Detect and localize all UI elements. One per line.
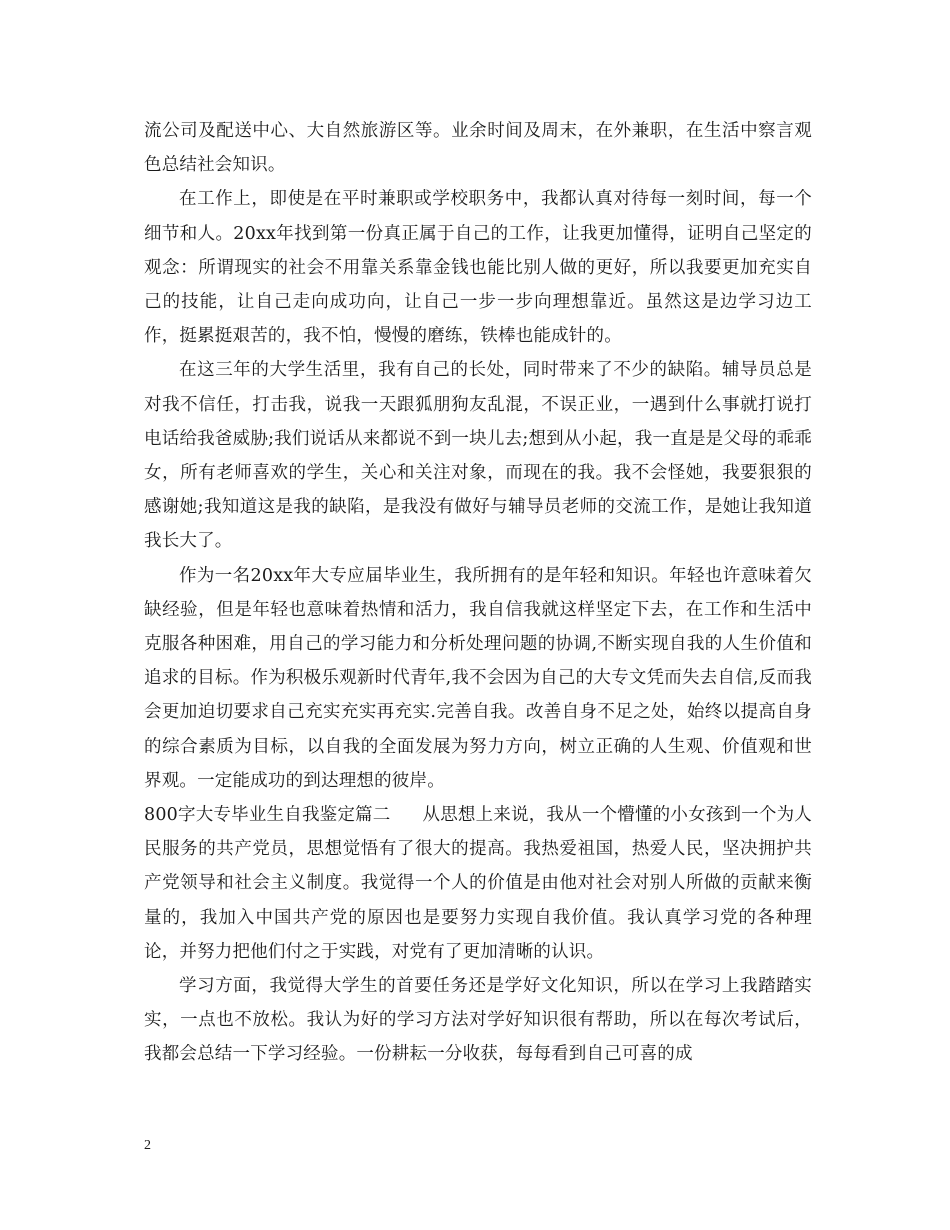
document-body bbox=[144, 114, 812, 1072]
section-text: 从思想上来说，我从一个懵懂的小女孩到一个为人民服务的共产党员，思想觉悟有了很大的提高。我热爱祖国，热爱人民，坚决拥护共产党领导和社会主义制度。我觉得一个人的价值是由他对社会对别人所做的贡献来衡量的，我加入中国共产党的原因也是要努力实现自我价值。我认真学习党的各种理论，并努力把他们付之于实践，对党有了更加清晰的认识。 bbox=[144, 805, 812, 962]
section-paragraph bbox=[144, 798, 812, 969]
paragraph-4: 作为一名20xx年大专应届毕业生，我所拥有的是年轻和知识。年轻也许意味着欠缺经验，但是年轻也意味着热情和活力，我自信我就这样坚定下去，在工作和生活中克服各种困难，用自己的学习能力和分析处理问题的协调,不断实现自我的人生价值和追求的目标。作为积极乐观新时代青年,我不会因为自己的大专文凭而失去自信,反而我会更加迫切要求自己充实充实再充实.完善自我。改善自身不足之处，始终以提高自身的综合素质为目标，以自我的全面发展为努力方向，树立正确的人生观、价值观和世界观。一定能成功的到达理想的彼岸。 bbox=[144, 565, 812, 791]
paragraph-3: 在这三年的大学生活里，我有自己的长处，同时带来了不少的缺陷。辅导员总是对我不信任，打击我，说我一天跟狐朋狗友乱混，不误正业，一遇到什么事就打说打电话给我爸威胁;我们说话从来都说不到一块儿去;想到从小起，我一直是是父母的乖乖女，所有老师喜欢的学生，关心和关注对象，而现在的我。我不会怪她，我要狠狠的感谢她;我知道这是我的缺陷，是我没有做好与辅导员老师的交流工作，是她让我知道我长大了。 bbox=[144, 360, 812, 552]
paragraph-2: 在工作上，即使是在平时兼职或学校职务中，我都认真对待每一刻时间，每一个细节和人。20xx年找到第一份真正属于自己的工作，让我更加懂得，证明自己坚定的观念：所谓现实的社会不用靠关系靠金钱也能比别人做的更好，所以我要更加充实自己的技能，让自己走向成功向，让自己一步一步向理想靠近。虽然这是边学习边工作，挺累挺艰苦的，我不怕，慢慢的磨练，铁棒也能成针的。 bbox=[144, 189, 812, 347]
section-heading: 800字大专毕业生自我鉴定篇二 bbox=[144, 805, 391, 826]
page-number: 2 bbox=[144, 1138, 151, 1153]
paragraph-final: 学习方面，我觉得大学生的首要任务还是学好文化知识，所以在学习上我踏踏实实，一点也不放松。我认为好的学习方法对学好知识很有帮助，所以在每次考试后，我都会总结一下学习经验。一份耕耘一分收获，每每看到自己可喜的成 bbox=[144, 976, 812, 1065]
paragraph-1: 流公司及配送中心、大自然旅游区等。业余时间及周末，在外兼职，在生活中察言观色总结社会知识。 bbox=[144, 121, 812, 176]
